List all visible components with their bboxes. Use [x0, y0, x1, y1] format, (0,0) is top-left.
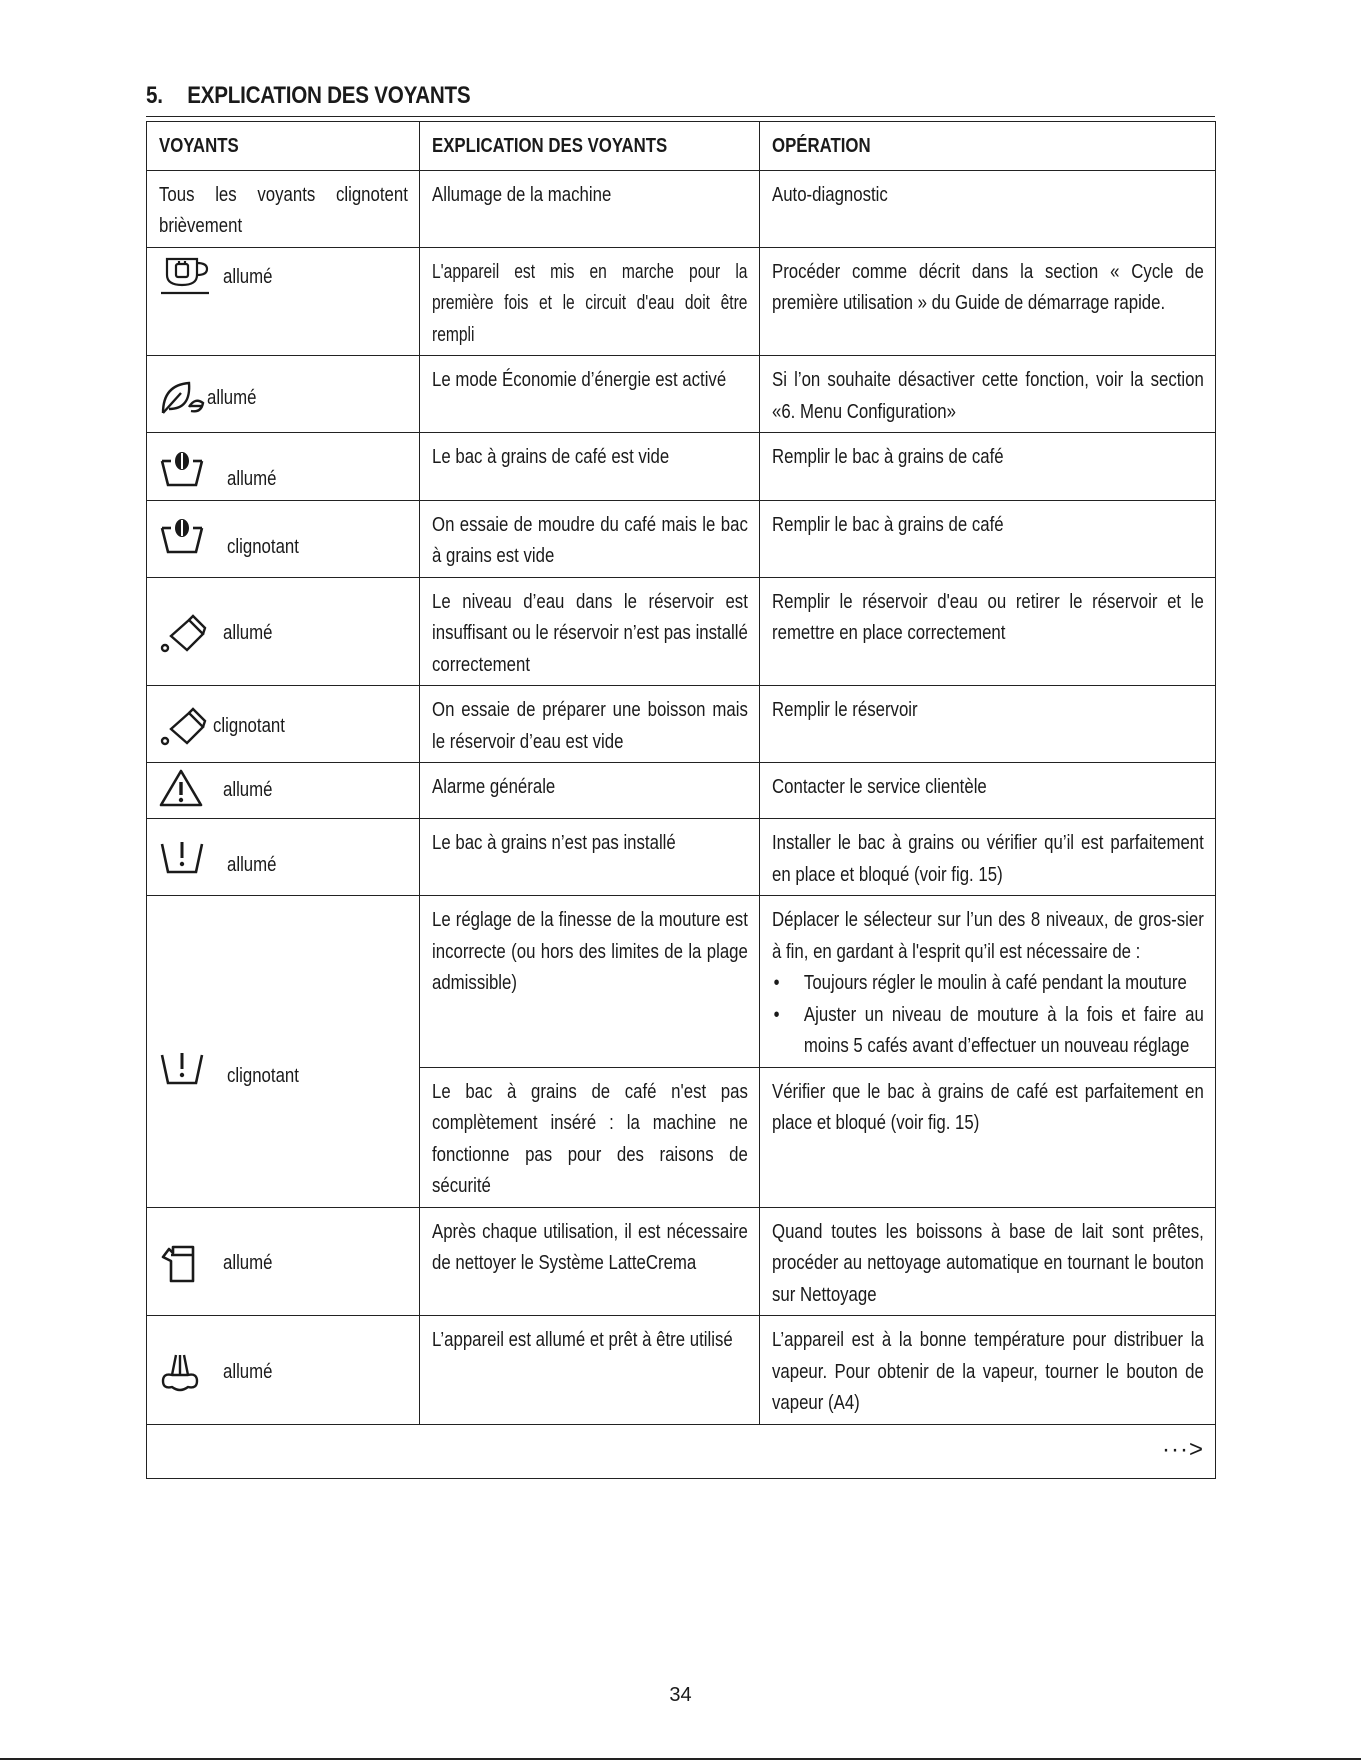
cup-icon: [159, 255, 213, 301]
operation-cell: Déplacer le sélecteur sur l’un des 8 niveaux, de gros-sier à fin, en gardant à l'esprit qu’il est nécessaire de : • Toujours régler le moulin à café pendant la mouture • Ajuster un niveau de mouture à la fois et faire au moins 5 cafés avant d’effectuer un nouveau réglage: [760, 896, 1216, 1068]
explanation-cell: Alarme générale: [420, 763, 760, 819]
explanation-cell: Le mode Économie d’énergie est activé: [420, 356, 760, 433]
indicator-state: clignotant: [227, 535, 299, 558]
explanation-cell: Après chaque utilisation, il est nécessaire de nettoyer le Système LatteCrema: [420, 1207, 760, 1316]
steam-icon: [159, 1351, 201, 1393]
operation-cell: Vérifier que le bac à grains de café est parfaitement en place et bloqué (voir fig. 15): [760, 1067, 1216, 1207]
indicator-state: allumé: [223, 779, 273, 802]
explanation-cell: Le bac à grains de café est vide: [420, 433, 760, 501]
indicator-cell: [147, 1207, 420, 1316]
indicator-cell: [147, 577, 420, 686]
indicator-state: allumé: [227, 854, 277, 876]
explanation-cell: L’appareil est allumé et prêt à être utilisé: [420, 1316, 760, 1425]
operation-cell: Remplir le réservoir: [760, 686, 1216, 763]
indicator-cell: [147, 170, 420, 247]
table-header-row: [147, 122, 1216, 171]
table-row: [147, 1207, 1216, 1316]
operation-cell: Remplir le bac à grains de café: [760, 500, 1216, 577]
page-number: 34: [669, 1684, 692, 1706]
indicator-cell: [147, 763, 420, 819]
bean-container-icon: [159, 451, 205, 491]
indicator-cell: [147, 247, 420, 356]
continuation-row: [147, 1424, 1216, 1478]
table-row: [147, 577, 1216, 686]
table-row: [147, 356, 1216, 433]
table-row: [147, 433, 1216, 501]
operation-cell: L’appareil est à la bonne température pour distribuer la vapeur. Pour obtenir de la vapeur, tourner le bouton de vapeur (A4): [760, 1316, 1216, 1425]
indicator-state: allumé: [207, 387, 257, 410]
table-row: [147, 170, 1216, 247]
indicator-cell: [147, 896, 420, 1208]
bean-container-icon: [159, 518, 205, 558]
indicator-state: allumé: [223, 1360, 273, 1383]
column-header-voyants: VOYANTS: [147, 122, 420, 171]
column-header-operation: OPÉRATION: [760, 122, 1216, 171]
operation-cell: Remplir le réservoir d'eau ou retirer le réservoir et le remettre en place correctement: [760, 577, 1216, 686]
explanation-cell: On essaie de préparer une boisson mais le réservoir d’eau est vide: [420, 686, 760, 763]
eco-leaf-icon: [159, 379, 205, 419]
operation-cell: Installer le bac à grains ou vérifier qu’il est parfaitement en place et bloqué (voir fig. 15): [760, 819, 1216, 896]
table-row: [147, 686, 1216, 763]
indicator-state: Tous les voyants clignotent brièvement: [159, 183, 408, 237]
table-row: [147, 500, 1216, 577]
explanation-cell: Le niveau d’eau dans le réservoir est insuffisant ou le réservoir n’est pas installé correctement: [420, 577, 760, 686]
heading-rule: [146, 116, 1215, 117]
indicator-cell: [147, 433, 420, 501]
operation-cell: Quand toutes les boissons à base de lait sont prêtes, procéder au nettoyage automatique en tournant le bouton sur Nettoyage: [760, 1207, 1216, 1316]
explanation-cell: L'appareil est mis en marche pour la première fois et le circuit d'eau doit être rempli: [420, 247, 760, 356]
indicator-state: allumé: [223, 265, 273, 288]
indicator-state: allumé: [223, 1252, 273, 1274]
explanation-cell: On essaie de moudre du café mais le bac à grains est vide: [420, 500, 760, 577]
table-row: [147, 763, 1216, 819]
milk-carafe-icon: [159, 1243, 199, 1285]
grounds-container-alert-icon: [159, 1049, 205, 1089]
page-bottom-rule: [0, 1758, 1361, 1760]
indicator-state: clignotant: [213, 714, 285, 737]
indicator-cell: [147, 686, 420, 763]
indicator-cell: [147, 500, 420, 577]
indicator-cell: [147, 819, 420, 896]
operation-cell: Si l’on souhaite désactiver cette fonction, voir la section «6. Menu Configuration»: [760, 356, 1216, 433]
operation-cell: Auto-diagnostic: [760, 170, 1216, 247]
section-heading: [146, 82, 470, 110]
explanation-cell: Le bac à grains de café n'est pas complètement inséré : la machine ne fonctionne pas pour des raisons de sécurité: [420, 1067, 760, 1207]
continue-arrow-icon: ···>: [1162, 1435, 1204, 1463]
indicator-table: [146, 121, 1216, 1479]
operation-cell: Procéder comme décrit dans la section « Cycle de première utilisation » du Guide de démarrage rapide.: [760, 247, 1216, 356]
operation-cell: Remplir le bac à grains de café: [760, 433, 1216, 501]
indicator-state: clignotant: [227, 1065, 299, 1087]
list-item: • Toujours régler le moulin à café pendant la mouture: [772, 968, 1204, 1000]
continuation-cell: [147, 1424, 1216, 1478]
indicator-cell: [147, 356, 420, 433]
bullet-list: [772, 968, 1204, 1063]
water-tank-icon: [159, 707, 207, 747]
indicator-state: allumé: [223, 622, 273, 644]
indicator-cell: [147, 1316, 420, 1425]
table-row: [147, 247, 1216, 356]
grounds-container-alert-icon: [159, 838, 205, 878]
explanation-cell: Le bac à grains n’est pas installé: [420, 819, 760, 896]
table-row: [147, 1316, 1216, 1425]
indicator-state: allumé: [227, 468, 277, 490]
section-number: 5.: [146, 82, 163, 109]
section-title: EXPLICATION DES VOYANTS: [187, 82, 471, 109]
column-header-explication: EXPLICATION DES VOYANTS: [420, 122, 760, 171]
explanation-cell: Le réglage de la finesse de la mouture est incorrecte (ou hors des limites de la plage admissible): [420, 896, 760, 1068]
list-item: • Ajuster un niveau de mouture à la fois et faire au moins 5 cafés avant d’effectuer un nouveau réglage: [772, 1000, 1204, 1063]
explanation-cell: Allumage de la machine: [420, 170, 760, 247]
operation-cell: Contacter le service clientèle: [760, 763, 1216, 819]
table-row: [147, 896, 1216, 1068]
warning-triangle-icon: [159, 768, 203, 808]
table-row: [147, 819, 1216, 896]
water-tank-icon: [159, 614, 207, 654]
